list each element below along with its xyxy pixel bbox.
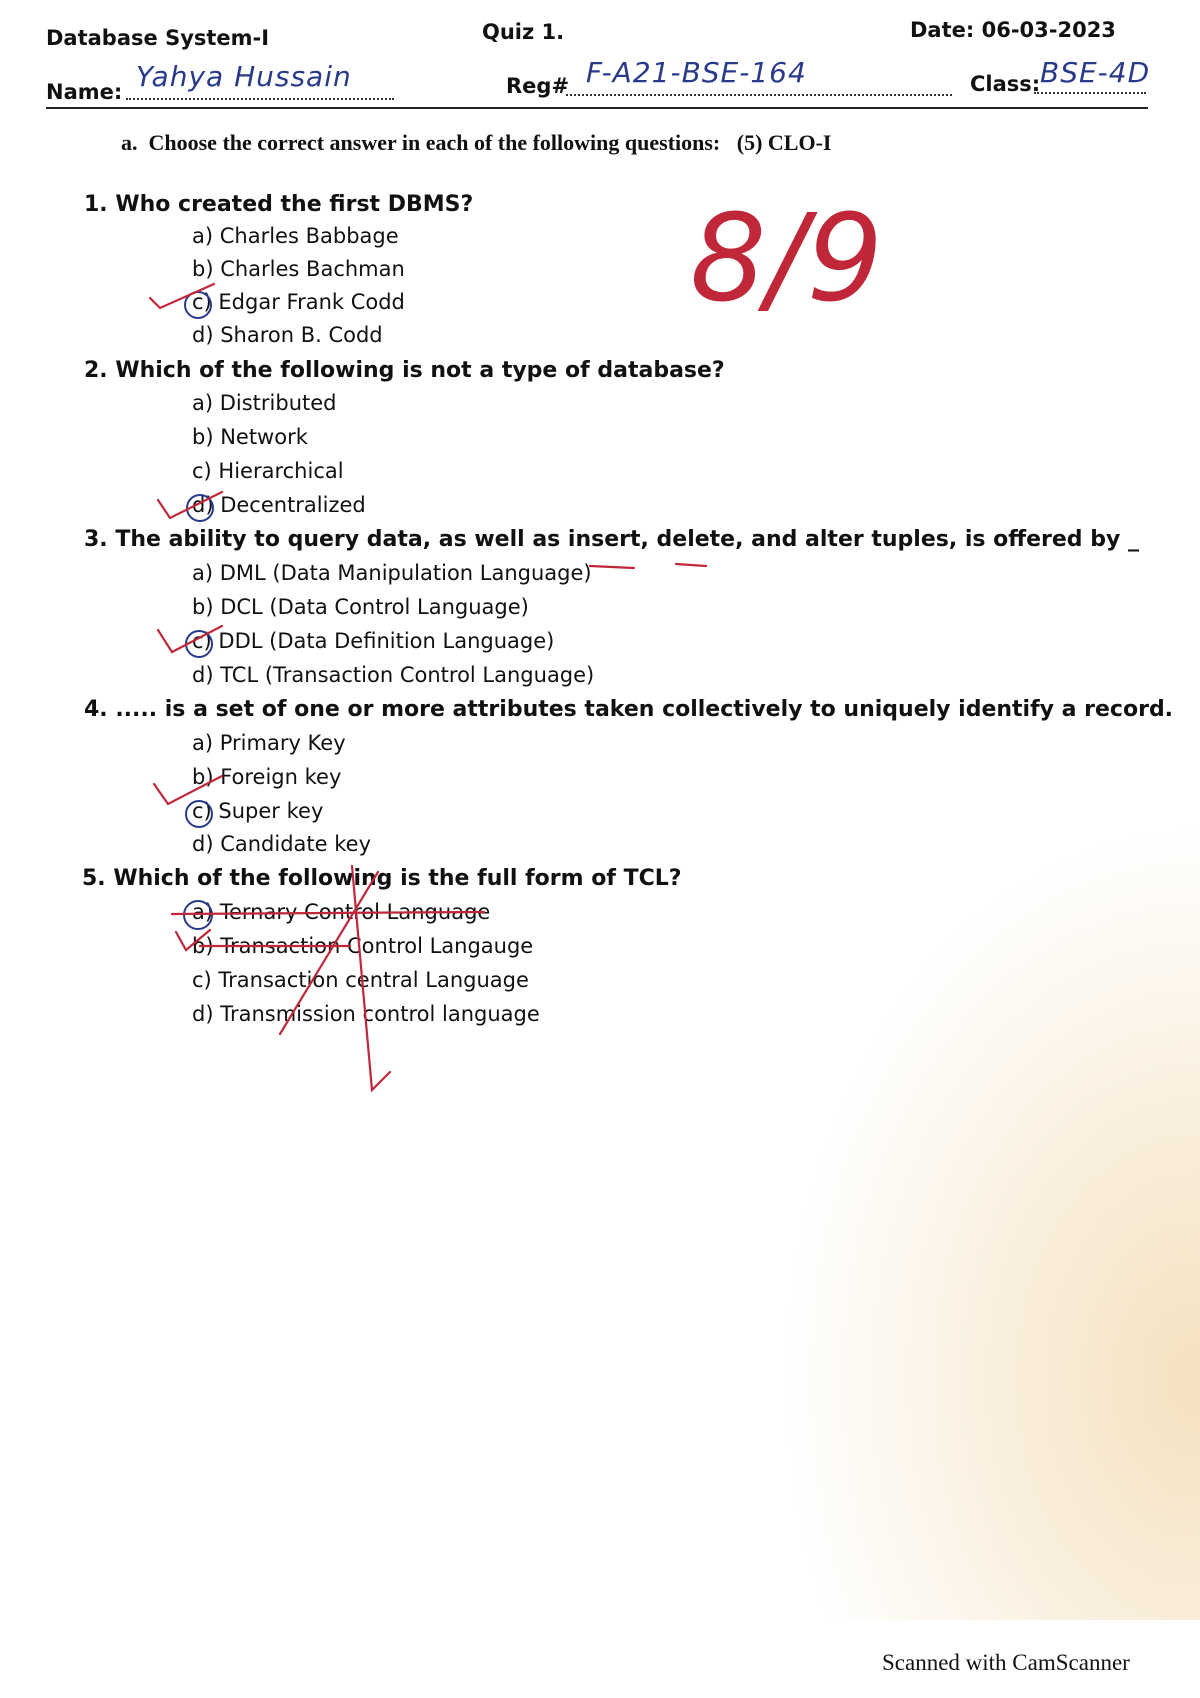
name-label: Name: xyxy=(46,80,123,104)
question-1: 1. Who created the first DBMS? xyxy=(84,192,474,217)
q1-option-c: c) Edgar Frank Codd xyxy=(192,290,405,314)
question-2: 2. Which of the following is not a type of database? xyxy=(84,358,725,383)
class-label: Class: xyxy=(970,72,1041,96)
delete-underline xyxy=(676,564,706,566)
quiz-title: Quiz 1. xyxy=(482,20,565,44)
name-line xyxy=(126,98,394,100)
q2-option-b: b) Network xyxy=(192,425,308,449)
course-title: Database System-I xyxy=(46,26,270,50)
question-3: 3. The ability to query data, as well as insert, delete, and alter tuples, is offered by _ xyxy=(84,527,1139,552)
q2-option-c: c) Hierarchical xyxy=(192,459,344,483)
insert-underline xyxy=(590,566,634,568)
q5-option-b: b) Transaction Control Langauge xyxy=(192,934,534,958)
q1-option-b: b) Charles Bachman xyxy=(192,257,405,281)
class-line xyxy=(1034,92,1146,94)
q3-option-b: b) DCL (Data Control Language) xyxy=(192,595,529,619)
q5-option-d: d) Transmission control language xyxy=(192,1002,540,1026)
q2-option-d: d) Decentralized xyxy=(192,493,366,517)
class-value: BSE-4D xyxy=(1040,56,1151,89)
q2-option-a: a) Distributed xyxy=(192,391,337,415)
q3-option-d: d) TCL (Transaction Control Language) xyxy=(192,663,595,687)
reg-label: Reg# xyxy=(506,74,570,98)
q4-option-b: b) Foreign key xyxy=(192,765,342,789)
scanner-watermark: Scanned with CamScanner xyxy=(882,1650,1130,1675)
question-5: 5. Which of the following is the full form of TCL? xyxy=(82,866,682,891)
paper-stain xyxy=(780,820,1200,1620)
q3-option-a: a) DML (Data Manipulation Language) xyxy=(192,561,592,585)
student-name: Yahya Hussain xyxy=(136,60,352,93)
q5-option-c: c) Transaction central Language xyxy=(192,968,529,992)
q3-option-c: c) DDL (Data Definition Language) xyxy=(192,629,555,653)
q1-option-d: d) Sharon B. Codd xyxy=(192,323,383,347)
reg-number: F-A21-BSE-164 xyxy=(586,56,807,89)
svg-text:8/9: 8/9 xyxy=(690,190,884,329)
reg-line xyxy=(566,94,952,96)
header-rule xyxy=(46,107,1148,109)
q1-option-a: a) Charles Babbage xyxy=(192,224,399,248)
q4-option-c: c) Super key xyxy=(192,799,324,823)
question-4: 4. ..... is a set of one or more attributes taken collectively to uniquely identify a record. xyxy=(84,697,1174,722)
q5-option-a: a) Ternary Control Language xyxy=(192,900,491,924)
quiz-date: Date: 06-03-2023 xyxy=(910,18,1116,42)
q4-option-a: a) Primary Key xyxy=(192,731,346,755)
score-mark xyxy=(690,190,883,329)
q4-option-d: d) Candidate key xyxy=(192,832,371,856)
instruction: a. Choose the correct answer in each of the following questions: (5) CLO-I xyxy=(121,130,832,155)
